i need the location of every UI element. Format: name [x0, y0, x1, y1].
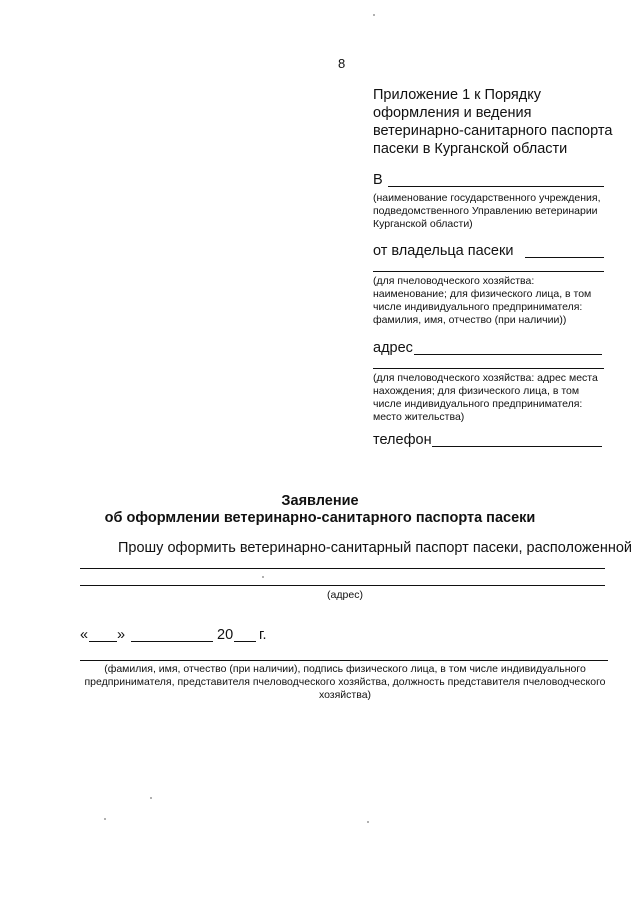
statement-title: Заявление [281, 493, 359, 509]
owner-field[interactable] [525, 257, 604, 258]
scan-speck [104, 818, 106, 820]
date-month-field[interactable] [131, 641, 213, 642]
scan-speck [367, 821, 369, 823]
date-year-field[interactable] [234, 641, 256, 642]
date-open-quote: « [80, 627, 89, 643]
location-field-line2[interactable] [80, 585, 605, 586]
appendix-line: пасеки в Курганской области [373, 141, 568, 157]
addressee-note: (наименование государственного учреждения, подведомственного Управлению ветеринарии Курганской области) [373, 192, 601, 230]
statement-subtitle: об оформлении ветеринарно-санитарного паспорта пасеки [104, 510, 536, 526]
date-day-field[interactable] [89, 641, 117, 642]
page-number: 8 [338, 56, 346, 71]
owner-label: от владельца пасеки [373, 243, 514, 259]
scan-speck [150, 797, 152, 799]
date-close-quote: » [117, 627, 126, 643]
appendix-header [373, 86, 623, 158]
location-field[interactable] [80, 568, 605, 569]
signature-field[interactable] [80, 660, 608, 661]
address-field-line2[interactable] [373, 368, 604, 369]
date-year-suffix: г. [259, 627, 267, 643]
date-year-prefix: 20 [217, 627, 234, 643]
appendix-line: оформления и ведения [373, 105, 532, 121]
owner-note: (для пчеловодческого хозяйства: наименование; для физического лица, в том числе индивидуального предпринимателя: фамилия, имя, отчество (при наличии)) [373, 275, 592, 326]
appendix-line: Приложение 1 к Порядку [373, 87, 541, 103]
address-field[interactable] [414, 354, 602, 355]
appendix-line: ветеринарно-санитарного паспорта [373, 123, 613, 139]
address-note: (для пчеловодческого хозяйства: адрес места нахождения; для физического лица, в том числе индивидуального предпринимателя: место жительства) [373, 372, 598, 423]
scan-speck [262, 576, 264, 578]
phone-label: телефон [373, 432, 432, 448]
signature-note: (фамилия, имя, отчество (при наличии), подпись физического лица, в том числе индивидуального предпринимателя, представителя пчеловодческого хозяйства, должность представителя пчеловодческого хозяйства) [84, 663, 606, 701]
addressee-prefix: В [373, 172, 383, 188]
address-caption: (адрес) [327, 589, 363, 601]
statement-body: Прошу оформить ветеринарно-санитарный паспорт пасеки, расположенной [118, 540, 632, 556]
scan-speck [373, 14, 375, 16]
address-label: адрес [373, 340, 413, 356]
addressee-field[interactable] [388, 186, 604, 187]
owner-field-line2[interactable] [373, 271, 604, 272]
phone-field[interactable] [432, 446, 602, 447]
